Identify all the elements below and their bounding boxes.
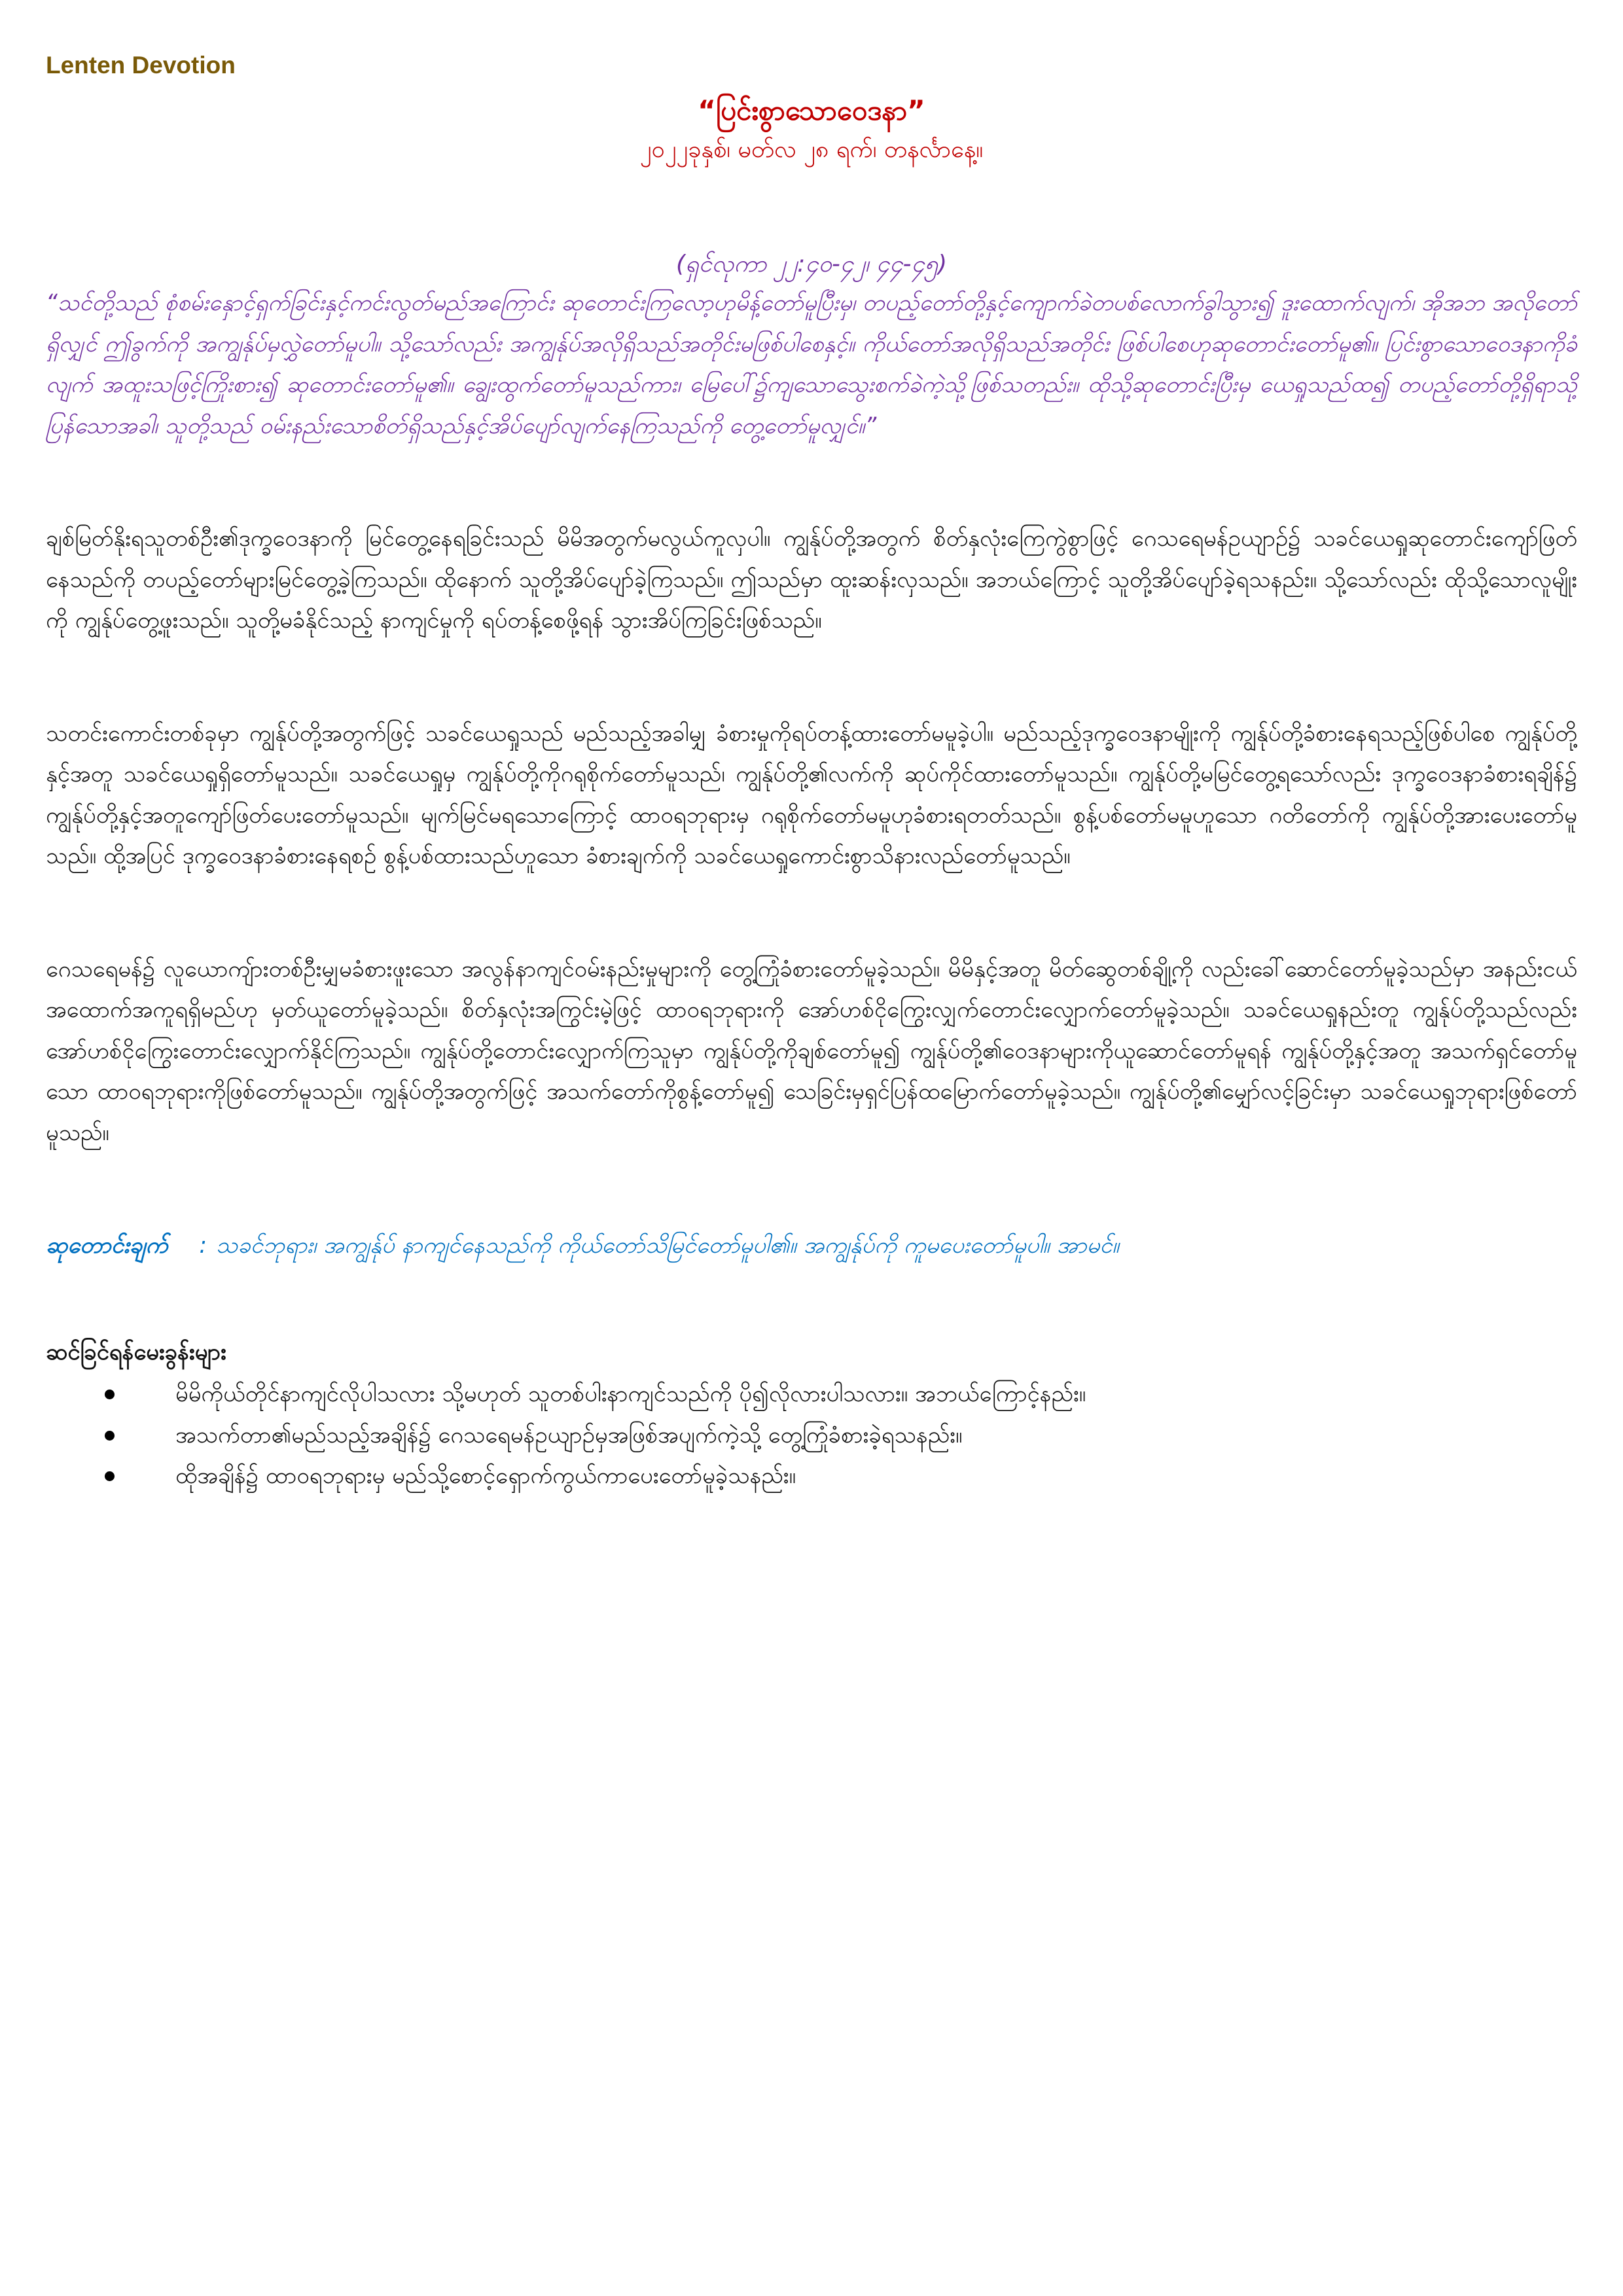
question-item	[46, 1456, 1577, 1497]
reflection-questions	[46, 1332, 1577, 1497]
prayer-label: ဆုတောင်းချက်	[46, 1232, 168, 1259]
questions-title: ဆင်ခြင်ရန်မေးခွန်းများ	[46, 1338, 226, 1365]
question-text: မိမိကိုယ်တိုင်နာကျင်လိုပါသလား သို့မဟုတ် သူတစ်ပါးနာကျင်သည်ကို ပို၍လိုလားပါသလား။ အဘယ်ကြောင့်နည်း။	[175, 1381, 1086, 1407]
body-paragraph-2: သတင်းကောင်းတစ်ခုမှာ ကျွန်ုပ်တို့အတွက်ဖြင့် သခင်ယေရှုသည် မည်သည့်အခါမျှ ခံစားမှုကိုရပ်တန့်ထားတော်မမူခဲ့ပါ။ မည်သည့်ဒုက္ခဝေဒနာမျိုးကို ကျွန်ုပ်တို့ခံစားနေရသည့်ဖြစ်ပါစေ ကျွန်ုပ်တို့နှင့်အတူ သခင်ယေရှုရှိတော်မူသည်။ သခင်ယေရှုမှ ကျွန်ုပ်တို့ကိုဂရုစိုက်တော်မူသည်၊ ကျွန်ုပ်တို့၏လက်ကို ဆုပ်ကိုင်ထားတော်မူသည်။ ကျွန်ုပ်တို့မမြင်တွေ့ရသော်လည်း ဒုက္ခဝေဒနာခံစားရချိန်၌ ကျွန်ုပ်တို့နှင့်အတူကျော်ဖြတ်ပေးတော်မူသည်။ မျက်မြင်မရသောကြောင့် ထာဝရဘုရားမှ ဂရုစိုက်တော်မမူဟုခံစားရတတ်သည်။ စွန့်ပစ်တော်မမူဟူသော ဂတိတော်ကို ကျွန်ုပ်တို့အားပေးတော်မူသည်။ ထို့အပြင် ဒုက္ခဝေဒနာခံစားနေရစဉ် စွန့်ပစ်ထားသည်ဟူသော ခံစားချက်ကို သခင်ယေရှုကောင်းစွာသိနားလည်တော်မူသည်။	[46, 720, 1577, 869]
body-paragraph-1: ချစ်မြတ်နိုးရသူတစ်ဦး၏ဒုက္ခဝေဒနာကို မြင်တွေ့နေရခြင်းသည် မိမိအတွက်မလွယ်ကူလှပါ။ ကျွန်ုပ်တို့အတွက် စိတ်နှလုံးကြေကွဲစွာဖြင့် ဂေသရေမန်ဥယျာဉ်၌ သခင်ယေရှုဆုတောင်းကျော်ဖြတ်နေသည်ကို တပည့်တော်များမြင်တွေ့ခဲ့ကြသည်။ ထိုနောက် သူတို့အိပ်ပျော်ခဲ့ကြသည်။ ဤသည်မှာ ထူးဆန်းလှသည်။ အဘယ်ကြောင့် သူတို့အိပ်ပျော်ခဲ့ရသနည်း။ သို့သော်လည်း ထိုသို့သောလူမျိုးကို ကျွန်ုပ်တွေ့ဖူးသည်။ သူတို့မခံနိုင်သည့် နာကျင်မှုကို ရပ်တန့်စေဖို့ရန် သွားအိပ်ကြခြင်းဖြစ်သည်။	[46, 526, 1577, 634]
question-item	[46, 1374, 1577, 1415]
bullet-icon	[105, 1431, 115, 1441]
prayer-separator: :	[199, 1232, 207, 1259]
scripture-block	[46, 246, 1577, 446]
scripture-text: “သင်တို့သည် စုံစမ်းနှောင့်ရှက်ခြင်းနှင့်ကင်းလွတ်မည်အကြောင်း ဆုတောင်းကြလော့ဟုမိန့်တော်မူပြီးမှ၊ တပည့်တော်တို့နှင့်ကျောက်ခဲတပစ်လောက်ခွါသွား၍ ဒူးထောက်လျက်၊ အိုအဘ အလိုတော်ရှိလျှင် ဤခွက်ကို အကျွန်ုပ်မှလွှဲတော်မူပါ။ သို့သော်လည်း အကျွန်ုပ်အလိုရှိသည်အတိုင်းမဖြစ်ပါစေနှင့်။ ကိုယ်တော်အလိုရှိသည်အတိုင်း ဖြစ်ပါစေဟုဆုတောင်းတော်မူ၏။ ပြင်းစွာသောဝေဒနာကိုခံလျက် အထူးသဖြင့်ကြိုးစား၍ ဆုတောင်းတော်မူ၏။ ချွေးထွက်တော်မူသည်ကား၊ မြေပေါ်၌ကျသောသွေးစက်ခဲကဲ့သို့ဖြစ်သတည်း။ ထိုသို့ဆုတောင်းပြီးမှ ယေရှုသည်ထ၍ တပည့်တော်တို့ရှိရာသို့ပြန်သောအခါ၊ သူတို့သည် ဝမ်းနည်းသောစိတ်ရှိသည်နှင့်အိပ်ပျော်လျက်နေကြသည်ကို တွေ့တော်မူလျှင်။”	[46, 290, 1577, 439]
question-item	[46, 1415, 1577, 1456]
scripture-reference: (ရှင်လုကာ ၂၂:၄၀-၄၂၊ ၄၄-၄၅)	[676, 251, 947, 278]
questions-list	[46, 1374, 1577, 1497]
question-text: ထိုအချိန်၌ ထာဝရဘုရားမှ မည်သို့စောင့်ရှောက်ကွယ်ကာပေးတော်မူခဲ့သနည်း။	[175, 1463, 796, 1489]
question-text: အသက်တာ၏မည်သည့်အချိန်၌ ဂေသရေမန်ဥယျာဉ်မှအဖြစ်အပျက်ကဲ့သို့ တွေ့ကြုံခံစားခဲ့ရသနည်း။	[175, 1422, 963, 1448]
devotion-title: “ပြင်းစွာသောဝေဒနာ”	[698, 94, 925, 126]
header-label: Lenten Devotion	[46, 52, 236, 79]
title-block	[46, 92, 1577, 168]
bullet-icon	[105, 1390, 115, 1399]
prayer-block	[46, 1225, 1577, 1266]
prayer-text: သခင်ဘုရား၊ အကျွန်ုပ် နာကျင်နေသည်ကို ကိုယ်တော်သိမြင်တော်မူပါ၏။ အကျွန်ုပ်ကို ကူမပေးတော်မူပါ။ အာမင်။	[216, 1232, 1119, 1259]
devotion-date: ၂၀၂၂ခုနှစ်၊ မတ်လ ၂၈ ရက်၊ တနင်္လာနေ့။	[639, 136, 984, 163]
body-paragraph-3: ဂေသရေမန်၌ လူယောကျ်ားတစ်ဦးမျှမခံစားဖူးသော အလွန်နာကျင်ဝမ်းနည်းမှုများကို တွေ့ကြုံခံစားတော်မူခဲ့သည်။ မိမိနှင့်အတူ မိတ်ဆွေတစ်ချို့ကို လည်းခေါ်ဆောင်တော်မူခဲ့သည်မှာ အနည်းငယ်အထောက်အကူရရှိမည်ဟု မှတ်ယူတော်မူခဲ့သည်။ စိတ်နှလုံးအကြွင်းမဲ့ဖြင့် ထာဝရဘုရားကို အော်ဟစ်ငိုကြွေးလျှက်တောင်းလျှောက်တော်မူခဲ့သည်။ သခင်ယေရှုနည်းတူ ကျွန်ုပ်တို့သည်လည်း အော်ဟစ်ငိုကြွေးတောင်းလျှောက်နိုင်ကြသည်။ ကျွန်ုပ်တို့တောင်းလျှောက်ကြသူမှာ ကျွန်ုပ်တို့ကိုချစ်တော်မူ၍ ကျွန်ုပ်တို့၏ဝေဒနာများကိုယူဆောင်တော်မူရန် ကျွန်ုပ်တို့နှင့်အတူ အသက်ရှင်တော်မူသော ထာဝရဘုရားကိုဖြစ်တော်မူသည်။ ကျွန်ုပ်တို့အတွက်ဖြင့် အသက်တော်ကိုစွန့်တော်မူ၍ သေခြင်းမှရှင်ပြန်ထမြောက်တော်မူခဲ့သည်။ ကျွန်ုပ်တို့၏မျှော်လင့်ခြင်းမှာ သခင်ယေရှုဘုရားဖြစ်တော်မူသည်။	[46, 956, 1577, 1146]
bullet-icon	[105, 1471, 115, 1481]
